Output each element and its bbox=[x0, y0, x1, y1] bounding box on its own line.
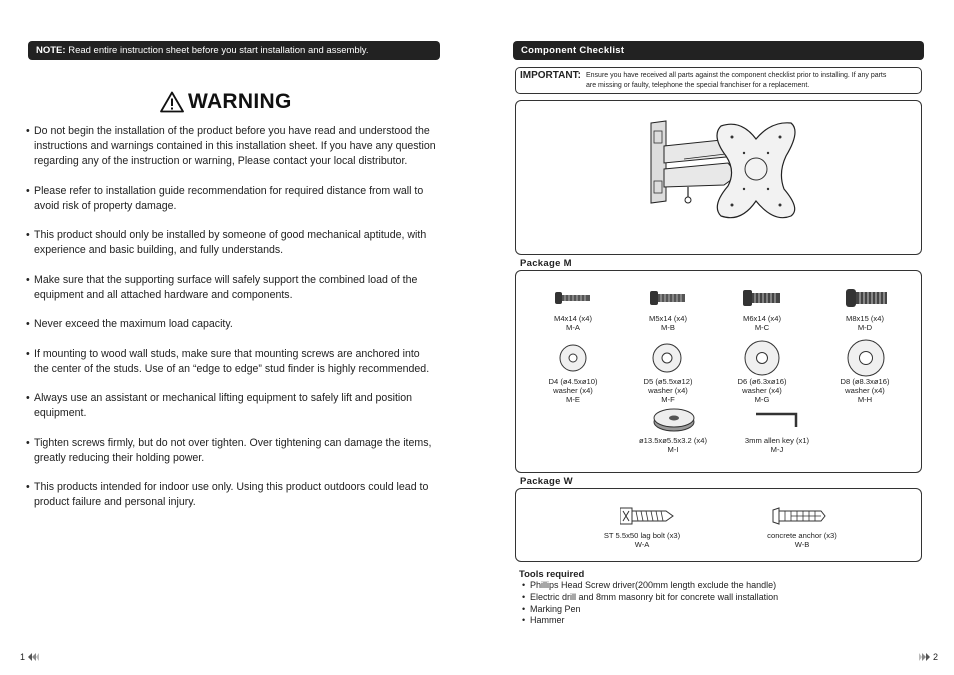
item-code: W-A bbox=[634, 539, 650, 549]
tool-item: • Phillips Head Screw driver(200mm length exclude the handle) bbox=[522, 580, 777, 590]
screw-icon bbox=[555, 291, 591, 305]
screw-icon bbox=[650, 291, 686, 305]
item-code: M-G bbox=[754, 394, 770, 404]
tools-title: Tools required bbox=[519, 569, 585, 580]
warning-line: greatly reducing their holding power. bbox=[34, 451, 205, 464]
warning-line: This products intended for indoor use only. Using this product outdoors could lead to bbox=[34, 481, 429, 493]
warning-line: experience and basic building, and fully understands. bbox=[34, 244, 284, 256]
item-m-b bbox=[623, 315, 713, 333]
checklist-title-bar bbox=[513, 41, 924, 60]
item-m-a bbox=[528, 315, 618, 333]
item-m-h bbox=[820, 378, 910, 404]
warning-triangle-icon bbox=[160, 91, 184, 113]
arrows-right-icon bbox=[919, 653, 931, 661]
warning-item: • Never exceed the maximum load capacity. bbox=[28, 317, 453, 332]
item-spec: M5x14 (x4) bbox=[649, 314, 687, 323]
tool-item: • Marking Pen bbox=[522, 603, 581, 614]
tool-text: Marking Pen bbox=[530, 603, 581, 614]
tool-text: Electric drill and 8mm masonry bit for concrete wall installation bbox=[530, 591, 779, 602]
warning-line: regarding any of the instruction or warning, Please contact your local distributor. bbox=[34, 155, 408, 167]
important-text: are missing or faulty, telephone the special franchiser for a replacement. bbox=[586, 82, 810, 89]
item-m-j bbox=[732, 437, 822, 455]
item-code: M-J bbox=[770, 444, 784, 454]
warning-item: • This product should only be installed by someone of good mechanical aptitude, with experience and basic building, and fully understands. bbox=[28, 228, 453, 258]
item-m-c bbox=[717, 315, 807, 333]
warning-item: • This products intended for indoor use only. Using this product outdoors could lead to product failure and personal injury. bbox=[28, 480, 453, 510]
warning-line: Make sure that the supporting surface will safely support the combined load of the bbox=[34, 273, 418, 286]
item-spec: D5 (ø5.5xø12) bbox=[643, 377, 693, 386]
item-spec: D4 (ø4.5xø10) bbox=[548, 377, 598, 386]
item-m-f bbox=[623, 378, 713, 404]
item-code: M-F bbox=[661, 394, 675, 404]
tv-wall-mount-image bbox=[516, 101, 921, 254]
warning-item: • Tighten screws firmly, but do not over tighten. Over tightening can damage the items, greatly reducing their holding power. bbox=[28, 436, 453, 466]
warning-item: • Do not begin the installation of the product before you have read and understood the instructions and warnings contained in this installation sheet. If you have any question regarding any of the instruction or warning, Please contact your local distributor. bbox=[28, 124, 453, 169]
warning-line: avoid risk of property damage. bbox=[34, 199, 177, 212]
important-text: Ensure you have received all parts against the component checklist prior to installing. If any parts bbox=[586, 72, 887, 79]
item-code: M-C bbox=[754, 322, 770, 332]
item-m-i bbox=[628, 437, 718, 455]
package-m-box bbox=[515, 270, 922, 473]
item-code: M-E bbox=[566, 394, 580, 404]
warning-list bbox=[28, 124, 453, 525]
important-box bbox=[515, 67, 922, 94]
tools-list bbox=[522, 580, 778, 627]
item-spec: 3mm allen key (x1) bbox=[744, 436, 810, 445]
allen-key-icon bbox=[754, 409, 804, 429]
important-label: IMPORTANT: bbox=[520, 70, 581, 81]
washer-icon bbox=[743, 339, 781, 377]
warning-line: the center of the studs. Use of an “edge to edge” stud finder is highly recommended. bbox=[34, 362, 430, 375]
screw-icon bbox=[743, 290, 781, 306]
tool-item: • Electric drill and 8mm masonry bit for concrete wall installation bbox=[522, 591, 779, 602]
item-spec: ø13.5xø5.5x3.2 (x4) bbox=[639, 436, 707, 445]
spacer-icon bbox=[652, 407, 696, 433]
arrows-left-icon bbox=[27, 653, 39, 661]
item-code: M-H bbox=[857, 394, 873, 404]
item-spec: washer (x4) bbox=[742, 385, 782, 395]
item-m-e bbox=[528, 378, 618, 404]
lag-bolt-icon bbox=[620, 506, 674, 526]
page-number-right bbox=[919, 652, 938, 662]
warning-line: Please refer to installation guide recommendation for required distance from wall to bbox=[34, 184, 424, 197]
item-spec: M4x14 (x4) bbox=[554, 314, 592, 323]
note-bar bbox=[28, 41, 440, 60]
page-number: 2 bbox=[933, 652, 939, 662]
concrete-anchor-icon bbox=[771, 505, 827, 527]
warning-line: product failure and personal injury. bbox=[34, 496, 196, 508]
warning-item: • If mounting to wood wall studs, make sure that mounting screws are anchored into the center of the studs. Use of an “edge to edge” stud finder is highly recommended. bbox=[28, 347, 453, 377]
tool-text: Hammer bbox=[530, 615, 565, 626]
note-text: Read entire instruction sheet before you start installation and assembly. bbox=[65, 45, 369, 56]
warning-line: instructions and warnings contained in this installation sheet. If you have any question bbox=[34, 140, 436, 152]
warning-line: Always use an assistant or mechanical lifting equipment to safely lift and position bbox=[34, 392, 413, 404]
item-m-d bbox=[820, 315, 910, 333]
item-spec: D6 (ø6.3xø16) bbox=[737, 377, 787, 386]
page-number: 1 bbox=[20, 652, 26, 662]
warning-line: equipment. bbox=[34, 407, 87, 419]
item-spec: concrete anchor (x3) bbox=[767, 531, 837, 540]
item-spec: D8 (ø8.3xø16) bbox=[840, 377, 890, 386]
warning-line: Never exceed the maximum load capacity. bbox=[34, 318, 233, 330]
washer-icon bbox=[558, 343, 588, 373]
washer-icon bbox=[651, 342, 683, 374]
screw-icon bbox=[846, 289, 888, 307]
warning-line: Do not begin the installation of the product before you have read and understood the bbox=[34, 125, 430, 137]
warning-line: If mounting to wood wall studs, make sure that mounting screws are anchored into bbox=[34, 347, 420, 360]
product-image-box bbox=[515, 100, 922, 255]
item-w-a bbox=[587, 532, 697, 550]
warning-title: WARNING bbox=[188, 90, 292, 113]
checklist-title: Component Checklist bbox=[521, 45, 625, 56]
tool-text: Phillips Head Screw driver(200mm length exclude the handle) bbox=[530, 580, 777, 590]
item-spec: washer (x4) bbox=[648, 385, 688, 395]
page-number-left bbox=[20, 652, 39, 662]
warning-heading bbox=[160, 88, 292, 116]
item-spec: washer (x4) bbox=[553, 385, 593, 395]
package-w-box bbox=[515, 488, 922, 562]
item-spec: washer (x4) bbox=[845, 385, 885, 395]
item-code: M-D bbox=[857, 322, 873, 332]
warning-item: • Always use an assistant or mechanical lifting equipment to safely lift and position equipment. bbox=[28, 391, 453, 421]
warning-item: • Make sure that the supporting surface will safely support the combined load of the equipment and all attached hardware and components. bbox=[28, 273, 453, 303]
package-m-label: Package M bbox=[520, 258, 572, 269]
item-m-g bbox=[717, 378, 807, 404]
warning-line: Tighten screws firmly, but do not over tighten. Over tightening can damage the items, bbox=[34, 436, 432, 449]
warning-line: equipment and all attached hardware and components. bbox=[34, 288, 293, 301]
item-w-b bbox=[747, 532, 857, 550]
item-spec: ST 5.5x50 lag bolt (x3) bbox=[603, 531, 681, 540]
item-spec: M8x15 (x4) bbox=[846, 314, 884, 323]
washer-icon bbox=[846, 338, 886, 378]
tool-item: • Hammer bbox=[522, 615, 565, 626]
package-w-label: Package W bbox=[520, 476, 573, 487]
item-code: M-B bbox=[661, 322, 675, 332]
item-code: M-A bbox=[566, 322, 580, 332]
item-spec: M6x14 (x4) bbox=[743, 314, 781, 323]
warning-line: This product should only be installed by someone of good mechanical aptitude, with bbox=[34, 229, 427, 241]
warning-item: • Please refer to installation guide recommendation for required distance from wall to avoid risk of property damage. bbox=[28, 184, 453, 214]
item-code: W-B bbox=[794, 539, 810, 549]
note-label: NOTE: bbox=[36, 45, 66, 56]
item-code: M-I bbox=[667, 444, 679, 454]
